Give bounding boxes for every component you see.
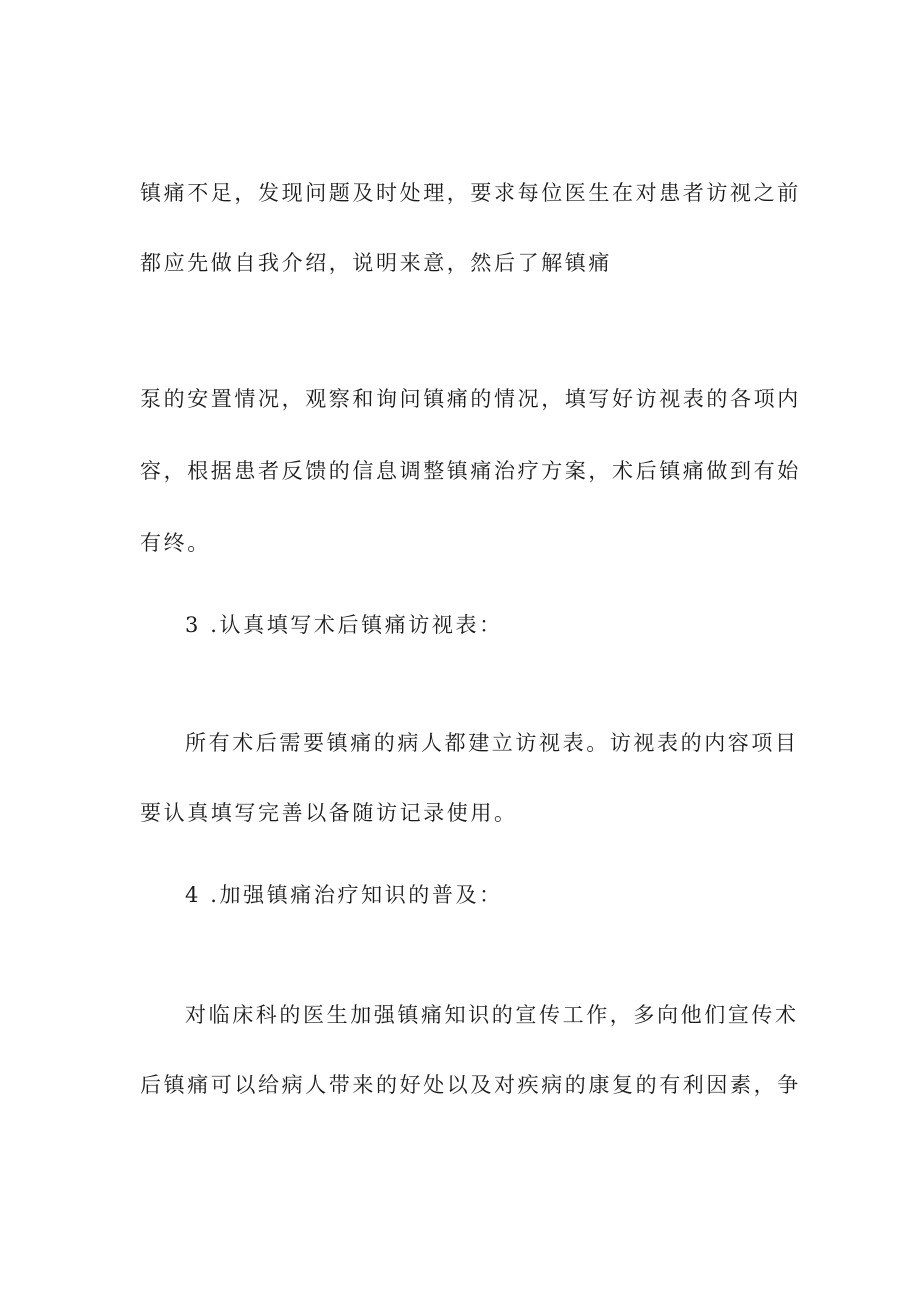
section-heading-3: 3 .认真填写术后镇痛访视表： — [185, 613, 503, 637]
paragraph-3-line-1: 所有术后需要镇痛的病人都建立访视表。访视表的内容项目 — [185, 731, 799, 755]
paragraph-4-line-2: 后镇痛可以给病人带来的好处以及对疾病的康复的有利因素，争 — [140, 1073, 801, 1097]
paragraph-2-line-3: 有终。 — [140, 531, 211, 555]
paragraph-2-line-1: 泵的安置情况，观察和询问镇痛的情况，填写好访视表的各项内 — [140, 387, 801, 411]
section-heading-4: 4 .加强镇痛治疗知识的普及： — [185, 883, 503, 907]
paragraph-1-line-1: 镇痛不足，发现问题及时处理，要求每位医生在对患者访视之前 — [140, 181, 801, 205]
paragraph-2-line-2: 容，根据患者反馈的信息调整镇痛治疗方案，术后镇痛做到有始 — [140, 459, 801, 483]
paragraph-3-line-2: 要认真填写完善以备随访记录使用。 — [140, 801, 518, 825]
paragraph-4-line-1: 对临床科的医生加强镇痛知识的宣传工作，多向他们宣传术 — [185, 1003, 799, 1027]
paragraph-1-line-2: 都应先做自我介绍，说明来意，然后了解镇痛 — [140, 251, 612, 275]
